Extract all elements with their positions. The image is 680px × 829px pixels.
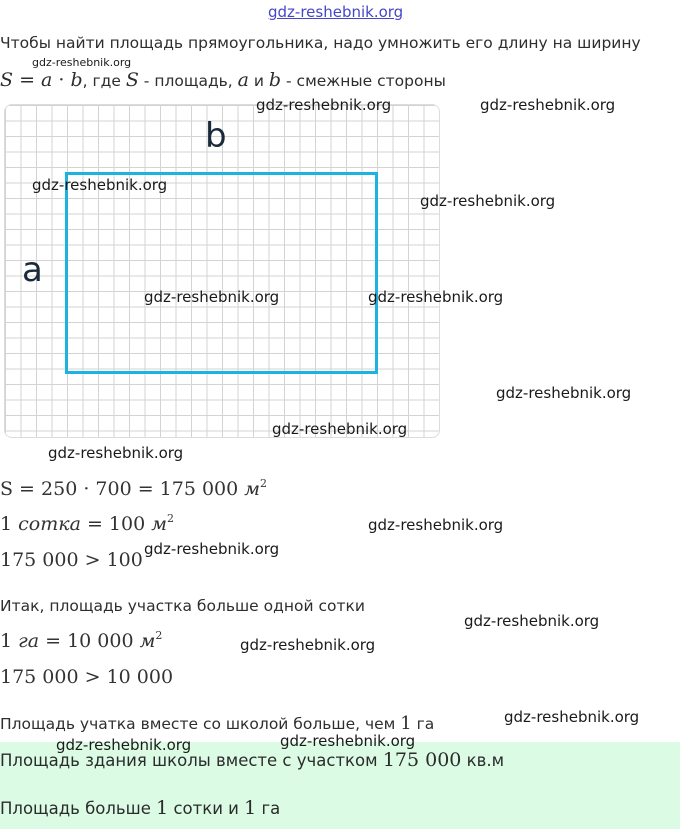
where-text: , где	[82, 72, 126, 90]
formula-a: a	[41, 69, 53, 91]
formula-S: S	[0, 69, 14, 91]
conclusion-1: Итак, площадь участка больше одной сотки	[0, 597, 365, 615]
conclusion-2	[0, 713, 434, 734]
calc-line-1-main: S = 250 · 700 = 175 000	[0, 478, 245, 500]
calc-line-1-unit: м	[244, 478, 261, 500]
conclusion-2-text: Площадь учатка вместе со школой больше, чем	[0, 715, 401, 733]
calc-line-1-exp: 2	[260, 477, 268, 490]
calc-line-2-unit: м	[151, 513, 167, 535]
watermark: gdz-reshebnik.org	[280, 732, 416, 750]
formula-eq: =	[13, 69, 42, 91]
intro-text: Чтобы найти площадь прямоугольника, надо умножить его длину на ширину	[0, 34, 641, 52]
watermark: gdz-reshebnik.org	[56, 736, 192, 754]
where-S-desc: - площадь,	[138, 72, 238, 90]
watermark: gdz-reshebnik.org	[240, 636, 376, 654]
calc-line-4-word: га	[18, 630, 40, 652]
answer-line-1-unit: кв.м	[461, 751, 505, 770]
calc-line-2-exp: 2	[167, 512, 174, 525]
label-a: a	[22, 250, 43, 290]
watermark: gdz-reshebnik.org	[496, 384, 632, 402]
calc-line-2-main: 1	[0, 513, 19, 535]
answer-line-1-num: 175 000	[382, 749, 462, 771]
where-a: a	[237, 69, 249, 91]
calc-line-2	[0, 512, 174, 535]
watermark: gdz-reshebnik.org	[504, 708, 640, 726]
rectangle-shape	[65, 172, 378, 374]
formula-b: b	[70, 69, 83, 91]
calc-line-2-rest: = 100	[80, 513, 152, 535]
answer-line-2-num1: 1	[156, 797, 169, 819]
formula-dot: ·	[52, 69, 71, 91]
where-S: S	[125, 69, 139, 91]
where-and: и	[248, 72, 269, 90]
answer-line-2-mid: сотки и	[168, 799, 245, 818]
label-b: b	[205, 116, 227, 156]
answer-line-2-text: Площадь больше	[0, 799, 157, 818]
calc-line-4	[0, 629, 162, 652]
where-desc: - смежные стороны	[281, 72, 446, 90]
watermark: gdz-reshebnik.org	[420, 192, 556, 210]
calc-line-2-word: сотка	[18, 513, 81, 535]
watermark: gdz-reshebnik.org	[32, 176, 168, 194]
answer-line-2-num2: 1	[244, 797, 257, 819]
calc-line-4-unit: м	[139, 630, 156, 652]
watermark: gdz-reshebnik.org	[272, 420, 408, 438]
watermark: gdz-reshebnik.org	[144, 540, 280, 558]
watermark: gdz-reshebnik.org	[368, 288, 504, 306]
watermark: gdz-reshebnik.org	[144, 288, 280, 306]
answer-line-1-text: Площадь здания школы вместе с участком	[0, 751, 383, 770]
watermark: gdz-reshebnik.org	[256, 96, 392, 114]
conclusion-2-unit: га	[411, 715, 435, 733]
answer-line-2	[0, 797, 280, 819]
watermark: gdz-reshebnik.org	[368, 516, 504, 534]
formula-line	[0, 69, 446, 91]
calc-line-4-main: 1	[0, 630, 19, 652]
watermark: gdz-reshebnik.org	[48, 444, 184, 462]
calc-line-4-exp: 2	[155, 629, 163, 642]
answer-line-2-unit: га	[256, 799, 281, 818]
conclusion-2-num: 1	[400, 713, 412, 734]
watermark: gdz-reshebnik.org	[464, 612, 600, 630]
calc-line-3: 175 000 > 100	[0, 549, 143, 571]
watermark: gdz-reshebnik.org	[480, 96, 616, 114]
calc-line-1	[0, 477, 267, 500]
calc-line-4-rest: = 10 000	[39, 630, 140, 652]
calc-line-5: 175 000 > 10 000	[0, 666, 174, 688]
watermark: gdz-reshebnik.org	[32, 56, 132, 69]
site-link[interactable]: gdz-reshebnik.org	[268, 3, 404, 21]
where-b: b	[268, 69, 282, 91]
